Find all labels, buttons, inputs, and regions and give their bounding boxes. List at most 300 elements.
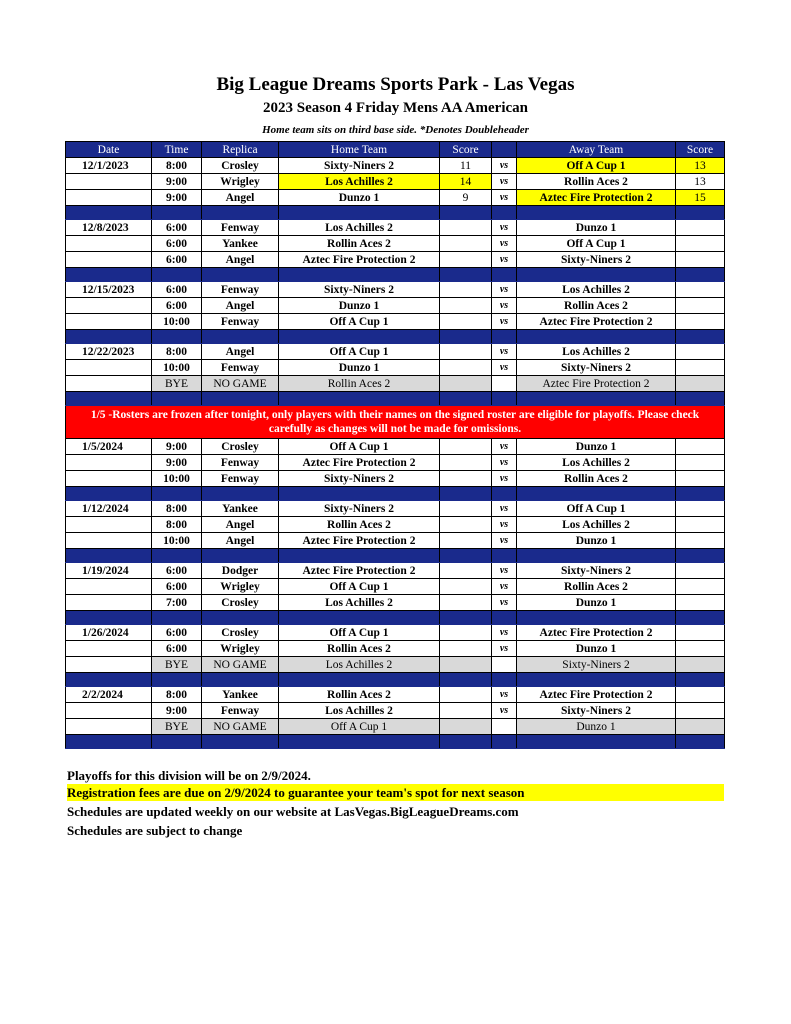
date-cell	[66, 236, 152, 252]
away-score-cell	[676, 703, 725, 719]
separator-cell	[66, 487, 152, 501]
time-cell: BYE	[152, 657, 202, 673]
separator-cell	[152, 611, 202, 625]
away-team-cell: Sixty-Niners 2	[517, 657, 676, 673]
away-team-cell: Aztec Fire Protection 2	[517, 376, 676, 392]
time-cell: 8:00	[152, 501, 202, 517]
game-row	[66, 703, 725, 719]
time-cell: 10:00	[152, 471, 202, 487]
home-team-cell: Los Achilles 2	[279, 703, 440, 719]
home-team-cell: Off A Cup 1	[279, 439, 440, 455]
separator-cell	[440, 268, 492, 282]
home-team-note: Home team sits on third base side. *Denotes Doubleheader	[262, 124, 529, 136]
replica-field-cell: Fenway	[202, 220, 279, 236]
game-row	[66, 282, 725, 298]
time-cell: BYE	[152, 719, 202, 735]
date-cell: 12/15/2023	[66, 282, 152, 298]
game-row	[66, 158, 725, 174]
date-cell: 1/5/2024	[66, 439, 152, 455]
away-score-cell	[676, 220, 725, 236]
home-score-cell	[440, 220, 492, 236]
vs-cell: vs	[492, 282, 517, 298]
away-team-cell: Sixty-Niners 2	[517, 360, 676, 376]
away-score-cell	[676, 455, 725, 471]
date-cell	[66, 703, 152, 719]
roster-freeze-notice-row	[66, 406, 725, 439]
col-header-time: Time	[152, 142, 202, 158]
vs-cell: vs	[492, 703, 517, 719]
subject-to-change-note: Schedules are subject to change	[67, 823, 243, 838]
time-cell: 8:00	[152, 344, 202, 360]
separator-cell	[66, 611, 152, 625]
away-team-cell: Dunzo 1	[517, 533, 676, 549]
vs-cell	[492, 657, 517, 673]
separator-cell	[202, 549, 279, 563]
away-score-cell: 13	[676, 158, 725, 174]
home-score-cell	[440, 517, 492, 533]
replica-field-cell: Yankee	[202, 501, 279, 517]
col-header-away-score: Score	[676, 142, 725, 158]
away-team-cell: Dunzo 1	[517, 595, 676, 611]
home-score-cell	[440, 657, 492, 673]
away-team-cell: Rollin Aces 2	[517, 579, 676, 595]
game-row	[66, 314, 725, 330]
separator-cell	[440, 735, 492, 749]
separator-cell	[492, 549, 517, 563]
game-row	[66, 579, 725, 595]
away-team-cell: Aztec Fire Protection 2	[517, 190, 676, 206]
date-cell	[66, 376, 152, 392]
away-score-cell	[676, 376, 725, 392]
separator-cell	[676, 206, 725, 220]
game-row	[66, 298, 725, 314]
away-team-cell: Los Achilles 2	[517, 455, 676, 471]
home-team-cell: Los Achilles 2	[279, 174, 440, 190]
away-team-cell: Rollin Aces 2	[517, 298, 676, 314]
time-cell: 9:00	[152, 190, 202, 206]
time-cell: 6:00	[152, 579, 202, 595]
away-team-cell: Los Achilles 2	[517, 344, 676, 360]
home-score-cell	[440, 719, 492, 735]
away-team-cell: Rollin Aces 2	[517, 174, 676, 190]
vs-cell	[492, 719, 517, 735]
home-team-cell: Off A Cup 1	[279, 719, 440, 735]
date-cell	[66, 471, 152, 487]
separator-cell	[202, 735, 279, 749]
time-cell: 6:00	[152, 252, 202, 268]
home-score-cell	[440, 236, 492, 252]
date-cell	[66, 719, 152, 735]
week-separator-row	[66, 549, 725, 563]
separator-cell	[152, 673, 202, 687]
date-cell: 2/2/2024	[66, 687, 152, 703]
home-score-cell	[440, 376, 492, 392]
registration-note: Registration fees are due on 2/9/2024 to guarantee your team's spot for next season	[67, 784, 724, 801]
away-score-cell	[676, 344, 725, 360]
separator-cell	[152, 268, 202, 282]
game-row	[66, 625, 725, 641]
date-cell	[66, 657, 152, 673]
home-team-cell: Off A Cup 1	[279, 625, 440, 641]
home-score-cell: 14	[440, 174, 492, 190]
game-row	[66, 236, 725, 252]
time-cell: BYE	[152, 376, 202, 392]
away-score-cell	[676, 687, 725, 703]
away-score-cell	[676, 579, 725, 595]
away-team-cell: Dunzo 1	[517, 719, 676, 735]
replica-field-cell: Yankee	[202, 236, 279, 252]
game-row	[66, 501, 725, 517]
separator-cell	[202, 487, 279, 501]
date-cell	[66, 174, 152, 190]
separator-cell	[152, 549, 202, 563]
replica-field-cell: Yankee	[202, 687, 279, 703]
separator-cell	[66, 392, 152, 406]
separator-cell	[279, 206, 440, 220]
game-row	[66, 517, 725, 533]
game-row	[66, 471, 725, 487]
separator-cell	[492, 330, 517, 344]
replica-field-cell: Wrigley	[202, 579, 279, 595]
vs-cell	[492, 376, 517, 392]
separator-cell	[492, 206, 517, 220]
date-cell	[66, 641, 152, 657]
vs-cell: vs	[492, 455, 517, 471]
home-team-cell: Rollin Aces 2	[279, 376, 440, 392]
col-header-home-team: Home Team	[279, 142, 440, 158]
replica-field-cell: Crosley	[202, 595, 279, 611]
game-row	[66, 455, 725, 471]
date-cell: 1/12/2024	[66, 501, 152, 517]
home-score-cell	[440, 439, 492, 455]
home-team-cell: Los Achilles 2	[279, 220, 440, 236]
time-cell: 6:00	[152, 298, 202, 314]
separator-cell	[676, 735, 725, 749]
time-cell: 7:00	[152, 595, 202, 611]
home-score-cell	[440, 687, 492, 703]
separator-cell	[66, 206, 152, 220]
home-score-cell	[440, 533, 492, 549]
week-separator-row	[66, 611, 725, 625]
away-score-cell	[676, 533, 725, 549]
separator-cell	[152, 330, 202, 344]
replica-field-cell: Crosley	[202, 158, 279, 174]
schedule-header-row	[66, 142, 725, 158]
separator-cell	[202, 611, 279, 625]
separator-cell	[517, 392, 676, 406]
home-team-cell: Aztec Fire Protection 2	[279, 252, 440, 268]
replica-field-cell: Fenway	[202, 360, 279, 376]
replica-field-cell: Angel	[202, 190, 279, 206]
away-score-cell	[676, 314, 725, 330]
separator-cell	[517, 549, 676, 563]
home-score-cell	[440, 703, 492, 719]
bye-row	[66, 376, 725, 392]
date-cell: 12/8/2023	[66, 220, 152, 236]
vs-cell: vs	[492, 625, 517, 641]
game-row	[66, 220, 725, 236]
separator-cell	[66, 330, 152, 344]
home-team-cell: Dunzo 1	[279, 298, 440, 314]
time-cell: 6:00	[152, 282, 202, 298]
separator-cell	[279, 487, 440, 501]
away-team-cell: Dunzo 1	[517, 641, 676, 657]
away-score-cell	[676, 282, 725, 298]
away-score-cell	[676, 252, 725, 268]
game-row	[66, 641, 725, 657]
bye-row	[66, 719, 725, 735]
separator-cell	[152, 392, 202, 406]
replica-field-cell: Angel	[202, 252, 279, 268]
separator-cell	[202, 673, 279, 687]
col-header-away-team: Away Team	[517, 142, 676, 158]
game-row	[66, 687, 725, 703]
separator-cell	[279, 330, 440, 344]
home-team-cell: Sixty-Niners 2	[279, 282, 440, 298]
week-separator-row	[66, 673, 725, 687]
page-title: Big League Dreams Sports Park - Las Vegas	[216, 74, 575, 95]
vs-cell: vs	[492, 252, 517, 268]
date-cell	[66, 190, 152, 206]
home-score-cell	[440, 595, 492, 611]
roster-freeze-notice: 1/5 -Rosters are frozen after tonight, only players with their names on the signed roster are eligible for playoffs. Please check carefully as changes will not be made for omissions.	[66, 406, 725, 439]
away-team-cell: Aztec Fire Protection 2	[517, 314, 676, 330]
away-team-cell: Los Achilles 2	[517, 282, 676, 298]
col-header-replica: Replica	[202, 142, 279, 158]
time-cell: 6:00	[152, 236, 202, 252]
vs-cell: vs	[492, 190, 517, 206]
vs-cell: vs	[492, 579, 517, 595]
time-cell: 8:00	[152, 158, 202, 174]
week-separator-row	[66, 330, 725, 344]
replica-field-cell: Wrigley	[202, 174, 279, 190]
separator-cell	[492, 392, 517, 406]
game-row	[66, 190, 725, 206]
separator-cell	[279, 392, 440, 406]
home-team-cell: Sixty-Niners 2	[279, 471, 440, 487]
home-team-cell: Off A Cup 1	[279, 579, 440, 595]
replica-field-cell: Angel	[202, 517, 279, 533]
vs-cell: vs	[492, 641, 517, 657]
separator-cell	[202, 268, 279, 282]
playoffs-note: Playoffs for this division will be on 2/9/2024.	[67, 768, 311, 783]
date-cell	[66, 314, 152, 330]
time-cell: 10:00	[152, 533, 202, 549]
home-team-cell: Aztec Fire Protection 2	[279, 563, 440, 579]
separator-cell	[66, 735, 152, 749]
separator-cell	[440, 392, 492, 406]
separator-cell	[517, 611, 676, 625]
home-score-cell	[440, 344, 492, 360]
replica-field-cell: NO GAME	[202, 719, 279, 735]
away-team-cell: Dunzo 1	[517, 220, 676, 236]
date-cell	[66, 595, 152, 611]
game-row	[66, 252, 725, 268]
vs-cell: vs	[492, 236, 517, 252]
separator-cell	[440, 330, 492, 344]
separator-cell	[440, 673, 492, 687]
time-cell: 9:00	[152, 455, 202, 471]
separator-cell	[517, 735, 676, 749]
vs-cell: vs	[492, 595, 517, 611]
away-score-cell	[676, 501, 725, 517]
separator-cell	[202, 392, 279, 406]
home-team-cell: Rollin Aces 2	[279, 687, 440, 703]
time-cell: 8:00	[152, 687, 202, 703]
separator-cell	[492, 487, 517, 501]
home-score-cell	[440, 314, 492, 330]
away-team-cell: Off A Cup 1	[517, 158, 676, 174]
replica-field-cell: Fenway	[202, 703, 279, 719]
separator-cell	[279, 549, 440, 563]
away-team-cell: Sixty-Niners 2	[517, 703, 676, 719]
separator-cell	[66, 673, 152, 687]
separator-cell	[440, 611, 492, 625]
time-cell: 6:00	[152, 220, 202, 236]
replica-field-cell: Fenway	[202, 471, 279, 487]
vs-cell: vs	[492, 158, 517, 174]
page-subtitle: 2023 Season 4 Friday Mens AA American	[263, 100, 528, 116]
time-cell: 8:00	[152, 517, 202, 533]
week-separator-row	[66, 487, 725, 501]
away-team-cell: Los Achilles 2	[517, 517, 676, 533]
away-score-cell	[676, 641, 725, 657]
away-team-cell: Off A Cup 1	[517, 501, 676, 517]
away-score-cell	[676, 236, 725, 252]
replica-field-cell: Crosley	[202, 625, 279, 641]
week-separator-row	[66, 735, 725, 749]
replica-field-cell: Angel	[202, 298, 279, 314]
col-header-date: Date	[66, 142, 152, 158]
home-team-cell: Rollin Aces 2	[279, 236, 440, 252]
away-score-cell	[676, 517, 725, 533]
home-team-cell: Dunzo 1	[279, 360, 440, 376]
separator-cell	[152, 735, 202, 749]
home-score-cell	[440, 252, 492, 268]
separator-cell	[676, 487, 725, 501]
separator-cell	[492, 673, 517, 687]
week-separator-row	[66, 268, 725, 282]
game-row	[66, 174, 725, 190]
game-row	[66, 360, 725, 376]
vs-cell: vs	[492, 563, 517, 579]
home-team-cell: Off A Cup 1	[279, 314, 440, 330]
separator-cell	[676, 268, 725, 282]
away-score-cell: 13	[676, 174, 725, 190]
time-cell: 10:00	[152, 360, 202, 376]
replica-field-cell: Angel	[202, 344, 279, 360]
home-team-cell: Aztec Fire Protection 2	[279, 455, 440, 471]
home-team-cell: Dunzo 1	[279, 190, 440, 206]
separator-cell	[517, 330, 676, 344]
week-separator-row	[66, 392, 725, 406]
week-separator-row	[66, 206, 725, 220]
time-cell: 10:00	[152, 314, 202, 330]
separator-cell	[440, 206, 492, 220]
date-cell: 1/19/2024	[66, 563, 152, 579]
separator-cell	[676, 673, 725, 687]
replica-field-cell: Dodger	[202, 563, 279, 579]
home-team-cell: Los Achilles 2	[279, 657, 440, 673]
schedule-body	[66, 158, 725, 749]
away-score-cell	[676, 595, 725, 611]
home-team-cell: Rollin Aces 2	[279, 517, 440, 533]
date-cell	[66, 455, 152, 471]
home-team-cell: Sixty-Niners 2	[279, 501, 440, 517]
replica-field-cell: Fenway	[202, 314, 279, 330]
home-score-cell	[440, 563, 492, 579]
schedule-table	[65, 141, 725, 749]
vs-cell: vs	[492, 298, 517, 314]
date-cell	[66, 579, 152, 595]
vs-cell: vs	[492, 314, 517, 330]
vs-cell: vs	[492, 360, 517, 376]
separator-cell	[152, 206, 202, 220]
separator-cell	[517, 206, 676, 220]
away-team-cell: Rollin Aces 2	[517, 471, 676, 487]
vs-cell: vs	[492, 471, 517, 487]
home-score-cell	[440, 579, 492, 595]
date-cell	[66, 298, 152, 314]
separator-cell	[152, 487, 202, 501]
date-cell: 12/22/2023	[66, 344, 152, 360]
away-score-cell	[676, 625, 725, 641]
game-row	[66, 344, 725, 360]
home-score-cell	[440, 641, 492, 657]
separator-cell	[492, 268, 517, 282]
home-score-cell	[440, 471, 492, 487]
time-cell: 9:00	[152, 439, 202, 455]
away-score-cell	[676, 298, 725, 314]
away-team-cell: Dunzo 1	[517, 439, 676, 455]
separator-cell	[517, 673, 676, 687]
separator-cell	[492, 611, 517, 625]
bye-row	[66, 657, 725, 673]
separator-cell	[202, 206, 279, 220]
home-score-cell	[440, 298, 492, 314]
away-score-cell	[676, 360, 725, 376]
separator-cell	[279, 611, 440, 625]
vs-cell: vs	[492, 439, 517, 455]
home-team-cell: Los Achilles 2	[279, 595, 440, 611]
time-cell: 9:00	[152, 703, 202, 719]
home-team-cell: Rollin Aces 2	[279, 641, 440, 657]
replica-field-cell: NO GAME	[202, 657, 279, 673]
date-cell	[66, 533, 152, 549]
col-header-home-score: Score	[440, 142, 492, 158]
separator-cell	[440, 549, 492, 563]
vs-cell: vs	[492, 344, 517, 360]
time-cell: 6:00	[152, 625, 202, 641]
separator-cell	[66, 268, 152, 282]
separator-cell	[66, 549, 152, 563]
date-cell: 12/1/2023	[66, 158, 152, 174]
game-row	[66, 439, 725, 455]
away-score-cell	[676, 657, 725, 673]
vs-cell: vs	[492, 501, 517, 517]
home-score-cell	[440, 501, 492, 517]
website-note: Schedules are updated weekly on our website at LasVegas.BigLeagueDreams.com	[67, 804, 519, 819]
away-team-cell: Aztec Fire Protection 2	[517, 625, 676, 641]
date-cell	[66, 360, 152, 376]
home-score-cell	[440, 625, 492, 641]
separator-cell	[517, 268, 676, 282]
away-team-cell: Sixty-Niners 2	[517, 563, 676, 579]
time-cell: 6:00	[152, 641, 202, 657]
home-score-cell: 11	[440, 158, 492, 174]
away-team-cell: Off A Cup 1	[517, 236, 676, 252]
separator-cell	[517, 487, 676, 501]
